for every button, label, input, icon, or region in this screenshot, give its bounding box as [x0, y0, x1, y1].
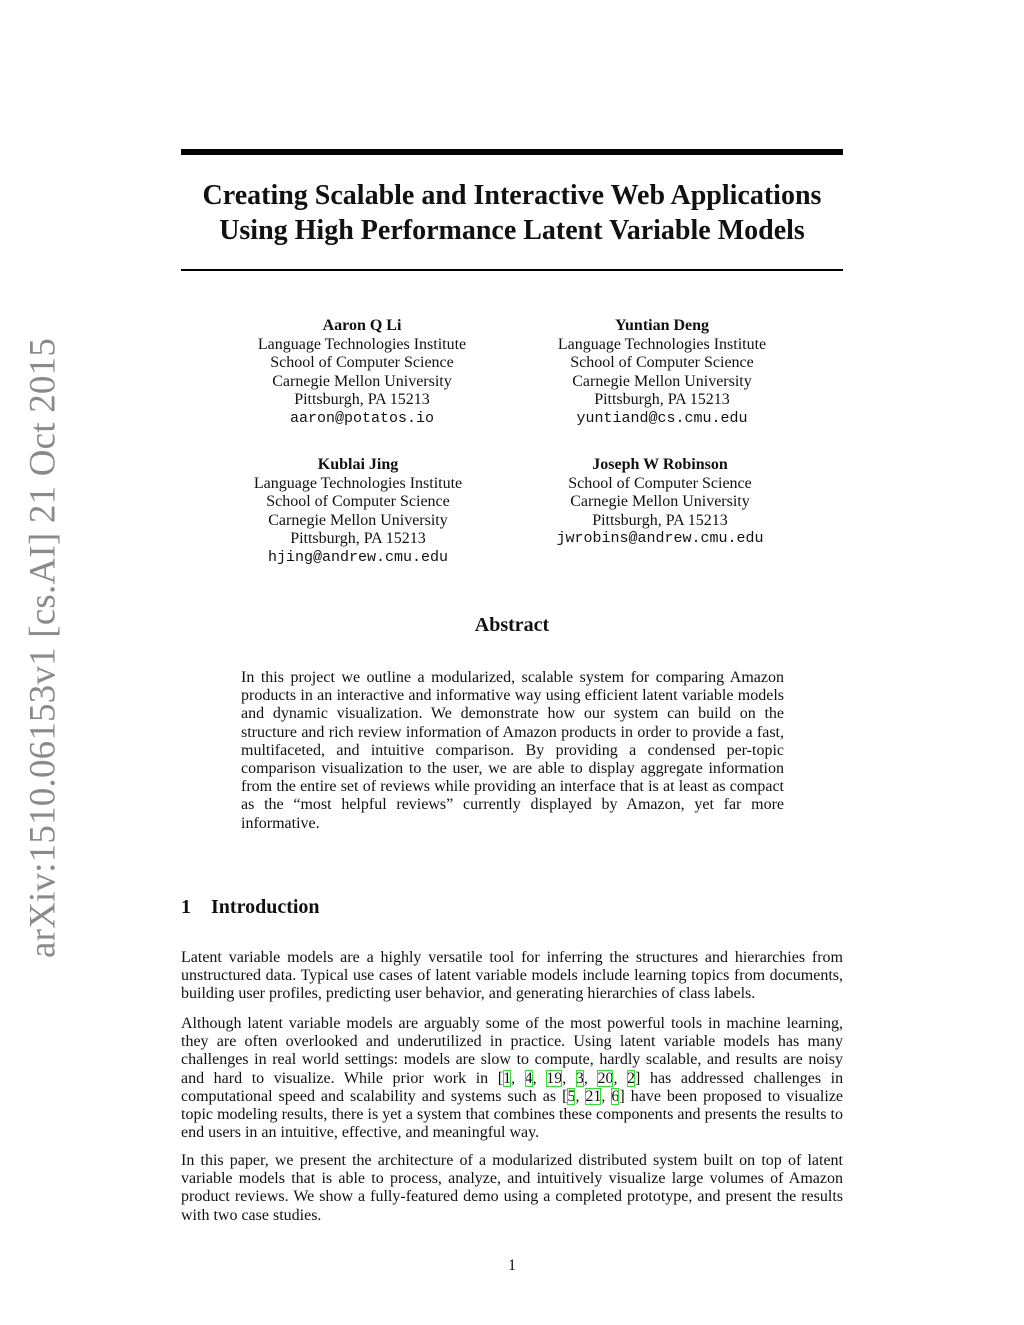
- body-paragraph: Although latent variable models are arguably some of the most powerful tools in machine learning, they are often overlooked and underutilized in practice. Using latent variable models has many challenges in real world settings: models are slow to compute, hardly scalable, and results are noisy and hard to visualize. While prior work in [1, 4, 19, 3, 20, 2] has addressed challenges in computational speed and scalability and systems such as [5, 21, 6] have been proposed to visualize topic modeling results, there is yet a system that combines these components and presents the results to end users in an intuitive, effective, and meaningful way.: [181, 1015, 844, 1142]
- author-affiliation-line: Language Technologies Institute: [557, 335, 767, 353]
- author-affiliation-line: School of Computer Science: [568, 474, 752, 492]
- author-affiliation-line: Pittsburgh, PA 15213: [294, 391, 430, 408]
- abstract-text: In this project we outline a modularized, scalable system for comparing Amazon products in an interactive and informative way using efficient latent variable models and dynamic visualization. We demonstrate how our system can build on the structure and rich review information of Amazon products in order to provide a fast, multifaceted, and intuitive comparison. By providing a condensed per-topic comparison visualization to the user, we are able to display aggregate information from the entire set of reviews while providing an interface that is at least as compact as the “most helpful reviews” currently displayed by Amazon, yet far more informative.: [241, 669, 784, 832]
- author-affiliation-line: Carnegie Mellon University: [268, 511, 448, 529]
- author-email: aaron@potatos.io: [289, 409, 435, 427]
- author-block: [510, 456, 810, 549]
- author-email: jwrobins@andrew.cmu.edu: [556, 530, 764, 547]
- citation-link[interactable]: 21: [585, 1087, 602, 1105]
- author-name: Kublai Jing: [317, 456, 399, 473]
- citation-link[interactable]: 3: [575, 1069, 584, 1087]
- title-line-1: Creating Scalable and Interactive Web Applications: [202, 180, 822, 211]
- paragraph-text: ] has addressed challenges in computational speed and scalability and systems such as [: [181, 1069, 844, 1105]
- abstract-heading: Abstract: [474, 614, 550, 636]
- author-affiliation-line: School of Computer Science: [270, 354, 454, 371]
- body-paragraph: Latent variable models are a highly versatile tool for inferring the structures and hierarchies from unstructured data. Typical use cases of latent variable models include learning topics from documents, building user profiles, predicting user behavior, and generating hierarchies of class labels.: [181, 949, 843, 1003]
- author-affiliation-line: Pittsburgh, PA 15213: [290, 530, 426, 547]
- author-affiliation-line: Pittsburgh, PA 15213: [594, 391, 730, 408]
- citation-link[interactable]: 4: [524, 1069, 533, 1087]
- author-name: Joseph W Robinson: [592, 456, 728, 473]
- title-top-rule: [181, 149, 843, 155]
- author-affiliation-line: Language Technologies Institute: [257, 335, 467, 353]
- citation-link[interactable]: 2: [627, 1069, 636, 1087]
- section-number: 1: [181, 896, 191, 918]
- author-affiliation-line: Pittsburgh, PA 15213: [592, 511, 728, 529]
- paper-title: [181, 178, 843, 248]
- citation-link[interactable]: 1: [503, 1069, 512, 1087]
- author-block: [208, 456, 508, 567]
- citation-link[interactable]: 6: [611, 1087, 620, 1105]
- author-name: Yuntian Deng: [614, 317, 710, 334]
- author-affiliation-line: School of Computer Science: [570, 354, 754, 371]
- author-affiliation-line: Language Technologies Institute: [253, 474, 463, 492]
- author-block: [512, 317, 812, 428]
- arxiv-identifier: arXiv:1510.06153v1 [cs.AI] 21 Oct 2015: [22, 337, 64, 959]
- author-name: Aaron Q Li: [322, 317, 402, 334]
- author-affiliation-line: Carnegie Mellon University: [572, 372, 752, 390]
- citation-link[interactable]: 19: [546, 1069, 563, 1087]
- section-title: Introduction: [211, 896, 320, 918]
- title-bottom-rule: [181, 269, 843, 271]
- citation-link[interactable]: 5: [567, 1087, 576, 1105]
- citation-link[interactable]: 20: [597, 1069, 614, 1087]
- author-affiliation-line: Carnegie Mellon University: [272, 372, 452, 390]
- paragraph-text: Although latent variable models are arguably some of the most powerful tools in machine learning, they are often overlooked and underutilized in practice. Using latent variable models has many challenges in real world settings: models are slow to compute, hardly scalable, and results are noisy and hard to visualize. While prior work in [: [181, 1015, 843, 1087]
- paragraph-text: ] have been proposed to visualize topic modeling results, there is yet a system that combines these components and presents the results to end users in an intuitive, effective, and meaningful way.: [181, 1087, 844, 1142]
- body-paragraph: In this paper, we present the architecture of a modularized distributed system built on top of latent variable models that is able to process, analyze, and intuitively visualize large volumes of Amazon product reviews. We show a fully-featured demo using a completed prototype, and present the results with two case studies.: [181, 1152, 843, 1224]
- author-affiliation-line: School of Computer Science: [266, 493, 450, 510]
- author-email: hjing@andrew.cmu.edu: [267, 548, 449, 566]
- author-affiliation-line: Carnegie Mellon University: [570, 493, 750, 510]
- title-line-2: Using High Performance Latent Variable Models: [219, 215, 805, 246]
- author-email: yuntiand@cs.cmu.edu: [576, 409, 748, 427]
- author-block: [212, 317, 512, 428]
- page-number: 1: [508, 1257, 516, 1274]
- section-heading: [181, 896, 320, 919]
